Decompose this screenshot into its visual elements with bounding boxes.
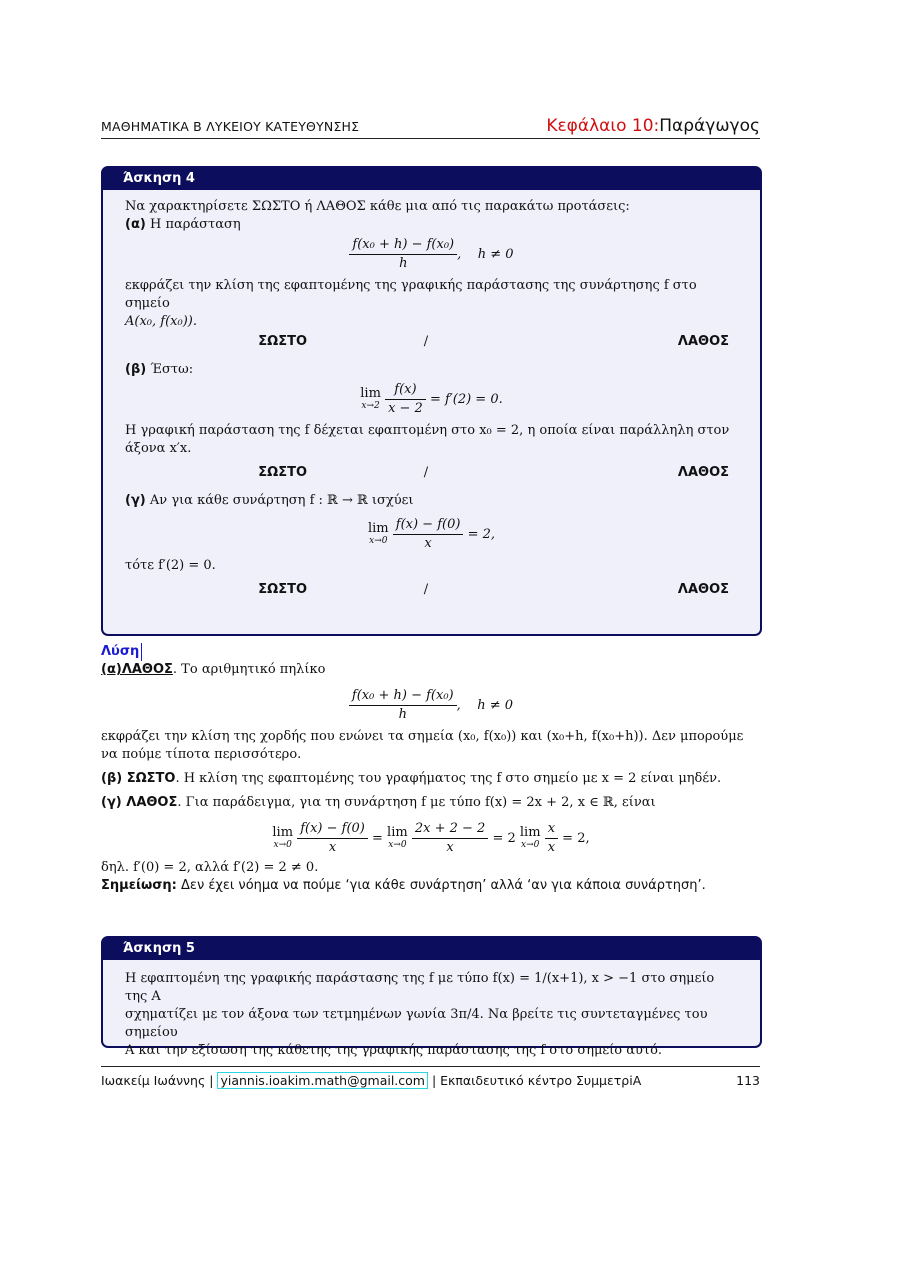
frac-numerator: f(x₀ + h) − f(x₀) xyxy=(349,236,457,255)
sol-a-after-2: να πούμε τίποτα περισσότερο. xyxy=(101,747,302,762)
solution-section xyxy=(101,643,761,895)
sol-a-formula xyxy=(101,687,761,724)
exercise-5-line-2: σχηματίζει με τον άξονα των τετμημένων γωνία 3π/4. Να βρείτε τις συντεταγμένες του σημείου xyxy=(125,1007,708,1040)
frac-denominator: x xyxy=(328,840,337,855)
frac-numerator: f(x) xyxy=(385,381,426,400)
part-c-label: (γ) xyxy=(125,493,146,508)
part-c-formula: lim x→0 $\frac{f(x) - f(0)}{x}$ = 2, xyxy=(367,517,496,551)
part-c-text: Αν για κάθε συνάρτηση f : ℝ → ℝ ισχύει xyxy=(149,493,414,508)
exercise-4-intro: Να χαρακτηρίσετε ΣΩΣΤΟ ή ΛΑΘΟΣ κάθε μια από τις παρακάτω προτάσεις: xyxy=(125,199,630,214)
exercise-5-box xyxy=(101,936,762,1058)
note-text: Δεν έχει νόημα να πούμε ‘για κάθε συνάρτηση’ αλλά ‘αν για κάποια συνάρτηση’. xyxy=(176,878,706,893)
rhs: = 2, xyxy=(467,527,496,542)
page-footer xyxy=(101,1066,760,1088)
sol-b-label: (β) ΣΩΣΤΟ xyxy=(101,771,176,786)
frac-denominator: x − 2 xyxy=(388,401,423,416)
answer-wrong[interactable]: ΛΑΘΟΣ xyxy=(677,465,729,480)
sol-c-after: δηλ. f′(0) = 2, αλλά f′(2) = 2 ≠ 0. xyxy=(101,860,319,875)
frac-denominator: h xyxy=(398,707,407,722)
frac-denominator: x xyxy=(547,840,556,855)
sol-c-text: . Για παράδειγμα, για τη συνάρτηση f με τύπο f(x) = 2x + 2, x ∈ ℝ, είναι xyxy=(177,795,656,810)
sol-a-text: . Το αριθμητικό πηλίκο xyxy=(172,662,326,677)
part-b-after-2: άξονα x′x. xyxy=(125,441,192,456)
frac-numerator: 2x + 2 − 2 xyxy=(412,820,488,839)
header-chapter xyxy=(546,116,760,136)
part-a-label: (α) xyxy=(125,217,146,232)
chapter-topic: Παράγωγος xyxy=(659,116,760,136)
note-label: Σημείωση: xyxy=(101,878,177,893)
answer-correct[interactable]: ΣΩΣΤΟ xyxy=(258,582,307,597)
part-c-answers xyxy=(125,581,738,599)
sol-a-after-1: εκφράζει την κλίση της χορδής που ενώνει τα σημεία (x₀, f(x₀)) και (x₀+h, f(x₀+h)). Δεν μπορούμε xyxy=(101,729,744,744)
part-a-answers xyxy=(125,333,738,351)
part-a-after-1: εκφράζει την κλίση της εφαπτομένης της γραφικής παράστασης της συνάρτησης f στο σημείο xyxy=(125,278,697,311)
frac-denominator: x xyxy=(446,840,454,855)
condition: , h ≠ 0 xyxy=(456,698,514,713)
solution-link[interactable]: Λύση xyxy=(101,643,142,661)
exercise-5-title: Άσκηση 5 xyxy=(103,938,760,960)
part-b-after-1: Η γραφική παράσταση της f δέχεται εφαπτομένη στο x₀ = 2, η οποία είναι παράλληλη στον xyxy=(125,423,730,438)
exercise-5-line-3: A και την εξίσωση της κάθετης της γραφικής παράστασης της f στο σημείο αυτό. xyxy=(125,1043,663,1058)
sol-c-label: (γ) ΛΑΘΟΣ xyxy=(101,795,178,810)
answer-correct[interactable]: ΣΩΣΤΟ xyxy=(258,334,307,349)
lim-subscript: x→0 xyxy=(369,535,388,546)
exercise-4-title: Άσκηση 4 xyxy=(103,168,760,190)
part-b-formula: lim x→2 $\frac{f(x)}{x - 2}$ = f′(2) = 0. xyxy=(360,382,503,416)
part-a-formula xyxy=(125,236,738,273)
footer-author: Ιωακείμ Ιωάννης | xyxy=(101,1073,218,1088)
page-number: 113 xyxy=(736,1073,760,1088)
sol-b-text: . Η κλίση της εφαπτομένης του γραφήματος της f στο σημείο με x = 2 είναι μηδέν. xyxy=(175,771,722,786)
exercise-4-box xyxy=(101,166,762,636)
footer-email-link[interactable]: yiannis.ioakim.math@gmail.com xyxy=(217,1072,428,1089)
equals: = xyxy=(372,831,383,846)
chapter-sep: : xyxy=(653,116,660,136)
sol-a-label: (α)ΛΑΘΟΣ xyxy=(101,662,173,677)
answer-correct[interactable]: ΣΩΣΤΟ xyxy=(258,465,307,480)
frac-numerator: f(x) − f(0) xyxy=(393,516,464,535)
part-a-text: Η παράσταση xyxy=(149,217,241,232)
sol-c-formula: lim x→0 $\frac{f(x) - f(0)}{x}$ = lim x→0 $\frac{2x + 2 - 2}{x}$ = 2 lim x→0 $\frac{x}{x}$ = 2, xyxy=(272,821,590,855)
answer-wrong[interactable]: ΛΑΘΟΣ xyxy=(677,334,729,349)
lim-subscript: x→0 xyxy=(273,839,292,850)
frac-numerator: f(x) − f(0) xyxy=(297,820,368,839)
part-a-after-2: A(x₀, f(x₀)). xyxy=(125,314,197,329)
condition: , h ≠ 0 xyxy=(457,247,514,262)
part-c-after: τότε f′(2) = 0. xyxy=(125,558,216,573)
lim-subscript: x→0 xyxy=(388,839,407,850)
answer-slash: / xyxy=(423,334,429,349)
exercise-5-line-1: Η εφαπτομένη της γραφικής παράστασης της f με τύπο f(x) = 1/(x+1), x > −1 στο σημείο της A xyxy=(125,971,715,1004)
lim-subscript: x→2 xyxy=(361,400,380,411)
frac-numerator: f(x₀ + h) − f(x₀) xyxy=(349,687,457,706)
frac-numerator: x xyxy=(545,820,558,839)
frac-denominator: h xyxy=(399,256,408,271)
part-b-answers xyxy=(125,464,738,482)
equals-two: = 2 xyxy=(492,831,516,846)
frac-denominator: x xyxy=(424,536,432,551)
lim-subscript: x→0 xyxy=(521,839,540,850)
rhs: = f′(2) = 0. xyxy=(429,392,503,407)
header-course-title: ΜΑΘΗΜΑΤΙΚΑ Β ΛΥΚΕΙΟΥ ΚΑΤΕΥΘΥΝΣΗΣ xyxy=(101,119,360,134)
footer-school: | Εκπαιδευτικό κέντρο ΣυμμετρiΑ xyxy=(427,1073,642,1088)
part-b-text: Έστω: xyxy=(150,362,194,377)
chapter-label: Κεφάλαιο 10 xyxy=(546,116,654,136)
part-b-label: (β) xyxy=(125,362,147,377)
answer-slash: / xyxy=(423,465,429,480)
answer-wrong[interactable]: ΛΑΘΟΣ xyxy=(677,582,729,597)
result: = 2, xyxy=(562,831,590,846)
page-header xyxy=(101,116,760,139)
answer-slash: / xyxy=(423,582,429,597)
